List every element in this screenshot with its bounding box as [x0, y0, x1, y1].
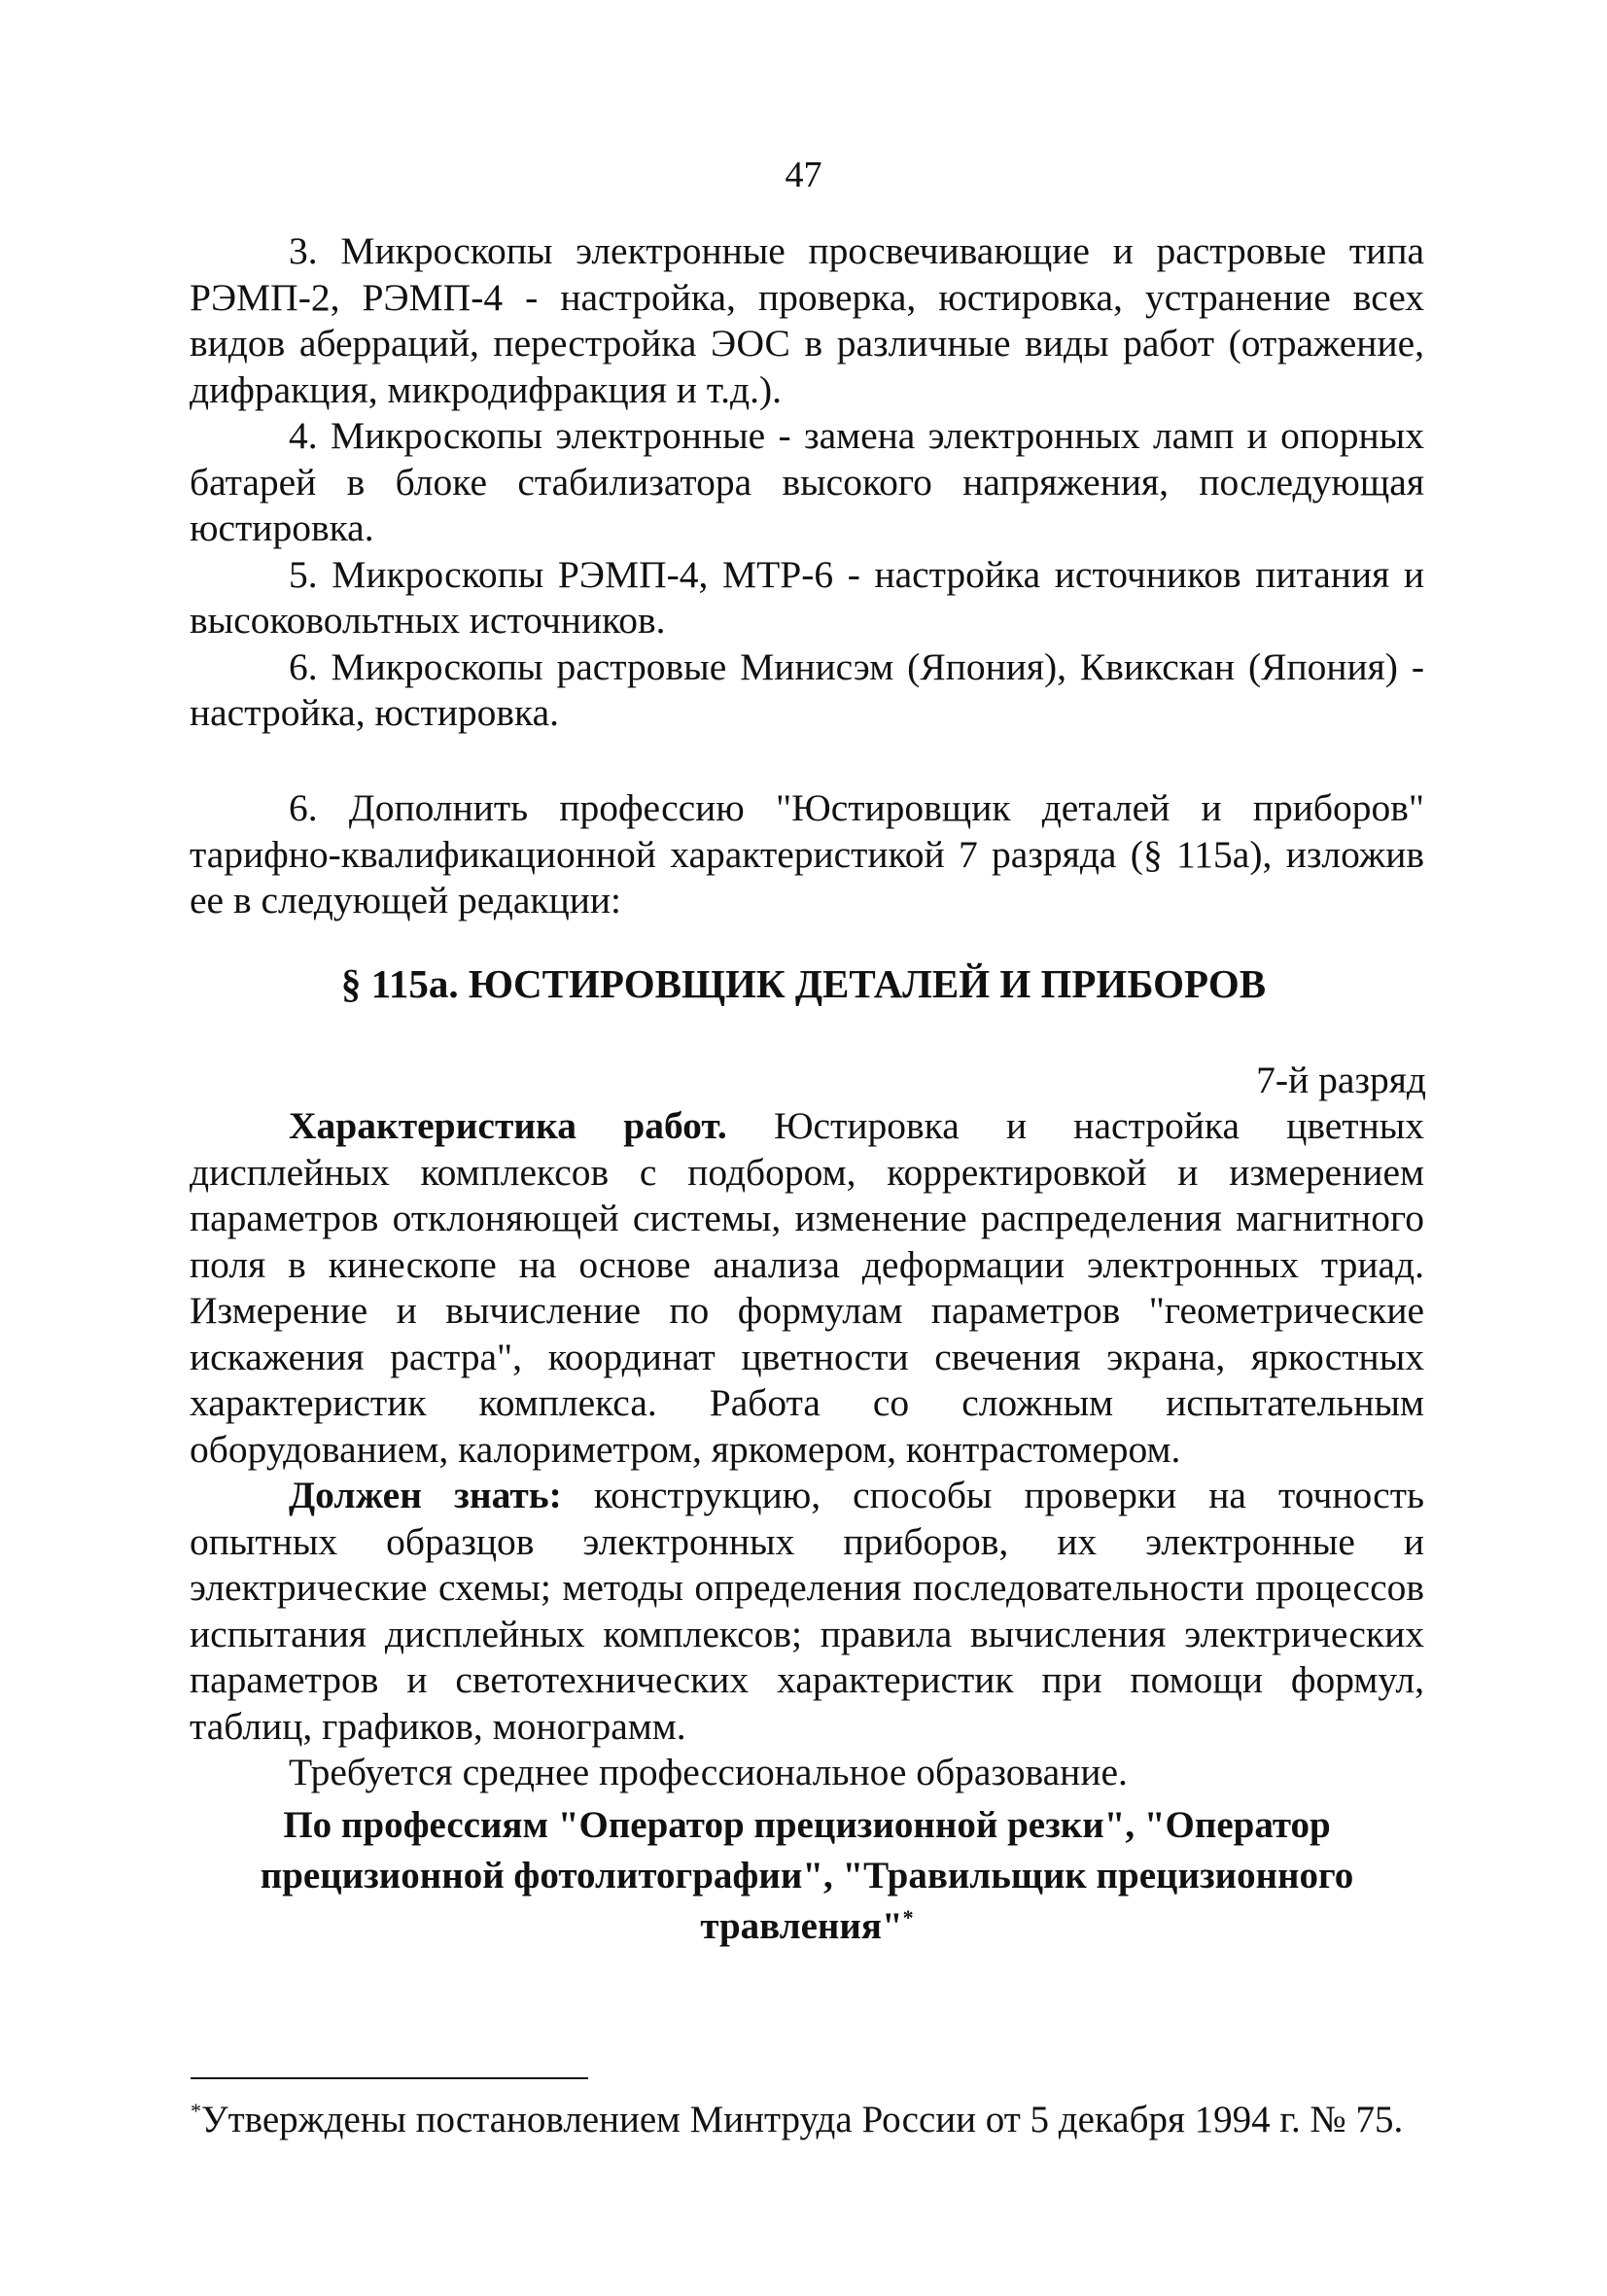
professions-heading-line: прецизионной фотолитографии", "Травильщик прецизионного — [260, 1855, 1354, 1896]
page-number: 47 — [785, 155, 822, 195]
grade-label: 7-й разряд — [1256, 1059, 1426, 1101]
footnote — [191, 2098, 1454, 2142]
list-item: 5. Микроскопы РЭМП-4, МТР-6 - настройка источников питания и высоковольтных источников. — [190, 552, 1424, 642]
amendment-block — [190, 785, 1424, 924]
equipment-list — [190, 228, 1424, 737]
work-characteristics — [190, 1103, 1424, 1473]
list-item: 4. Микроскопы электронные - замена электронных ламп и опорных батарей в блоке стабилизатора высокого напряжения, последующая юстировка. — [190, 414, 1424, 549]
professions-heading — [224, 1800, 1390, 1952]
work-text: Юстировка и настройка цветных дисплейных комплексов с подбором, корректировкой и измерением параметров отклоняющей системы, изменение распределения магнитного поля в кинескопе на основе анализа деформации электронных триад. Измерение и вычисление по формулам параметров "геометрические искажения растра", координат цветности свечения экрана, яркостных характеристик комплекса. Работа со сложным испытательным оборудованием, калориметром, яркомером, контрастомером. — [190, 1104, 1425, 1471]
professions-heading-line: травления"* — [700, 1905, 914, 1947]
footnote-text: Утверждены постановлением Минтруда России от 5 декабря 1994 г. № 75. — [201, 2099, 1404, 2140]
footnote-reference: * — [902, 1905, 914, 1930]
list-item: 6. Микроскопы растровые Минисэм (Япония), Квикскан (Япония) - настройка, юстировка. — [190, 644, 1424, 734]
knowledge-requirements — [190, 1473, 1424, 1750]
knowledge-lead: Должен знать: — [289, 1474, 562, 1516]
section-title: § 115а. ЮСТИРОВЩИК ДЕТАЛЕЙ И ПРИБОРОВ — [340, 961, 1267, 1006]
footnote-marker: * — [191, 2099, 201, 2123]
amendment-paragraph: 6. Дополнить профессию "Юстировщик деталей и приборов" тарифно-квалификационной характеристикой 7 разряда (§ 115а), изложив ее в следующей редакции: — [190, 786, 1424, 922]
work-lead: Характеристика работ. — [289, 1104, 727, 1147]
professions-heading-line: По профессиям "Оператор прецизионной резки", "Оператор — [283, 1804, 1331, 1846]
knowledge-text: конструкцию, способы проверки на точность опытных образцов электронных приборов, их электронные и электрические схемы; методы определения последовательности процессов испытания дисплейных комплексов; правила вычисления электрических параметров и светотехнических характеристик при помощи формул, таблиц, графиков, монограмм. — [190, 1474, 1424, 1748]
footnote-divider — [191, 2077, 588, 2079]
education-requirement: Требуется среднее профессиональное образование. — [289, 1751, 1128, 1793]
qualification-body — [190, 1103, 1424, 1796]
list-item: 3. Микроскопы электронные просвечивающие и растровые типа РЭМП-2, РЭМП-4 - настройка, проверка, юстировка, устранение всех видов аберраций, перестройка ЭОС в различные виды работ (отражение, дифракция, микродифракция и т.д.). — [190, 229, 1424, 411]
